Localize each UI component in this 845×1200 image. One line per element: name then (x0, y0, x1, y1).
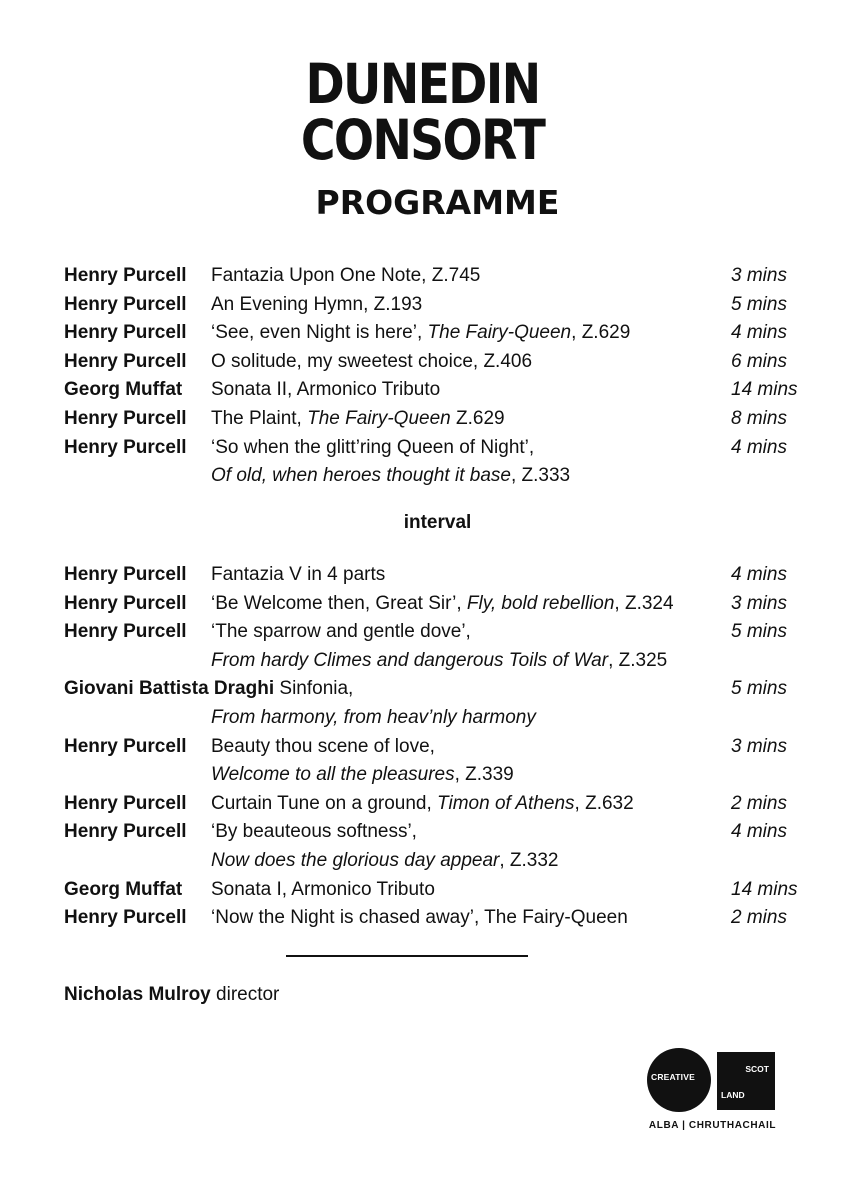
work-source-segment: , Z.332 (499, 849, 559, 871)
composer-name: Georg Muffat (64, 379, 183, 401)
logo-text-scot: SCOT (745, 1064, 769, 1074)
page-title: PROGRAMME (315, 183, 560, 222)
composer-name: Henry Purcell (64, 293, 187, 315)
composer-name: Henry Purcell (64, 821, 187, 843)
work-title-segment: Sinfonia, (279, 678, 354, 700)
work-title-segment: , Z.324 (614, 592, 674, 614)
work-title (211, 790, 634, 819)
composer-name: Henry Purcell (64, 621, 187, 643)
composer-name: Henry Purcell (64, 407, 187, 429)
composer-name: Giovani Battista Draghi Sinfonia, (64, 678, 354, 700)
composer-name: Henry Purcell (64, 907, 187, 929)
work-title (211, 904, 628, 933)
composer-name: Henry Purcell (64, 436, 187, 458)
creative-scotland-logo (645, 1048, 780, 1138)
duration: 5 mins (731, 621, 787, 643)
work-source-segment: From hardy Climes and dangerous Toils of War (211, 649, 609, 671)
work-title-segment: Curtain Tune on a ground, (211, 792, 438, 814)
work-source (211, 761, 514, 790)
work-title (211, 434, 534, 463)
work-title-segment: Sonata I, Armonico Tributo (211, 878, 435, 900)
logo-text-creative: CREATIVE (651, 1072, 695, 1082)
duration: 14 mins (731, 878, 798, 900)
work-title-segment: ‘By beauteous softness’, (211, 821, 417, 843)
work-title-segment: O solitude, my sweetest choice, Z.406 (211, 350, 533, 372)
duration: 3 mins (731, 592, 787, 614)
work-source-segment: From harmony, from heav’nly harmony (211, 706, 536, 728)
work-title-segment: Fantazia V in 4 parts (211, 564, 386, 585)
work-title-segment: Fantazia Upon One Note, Z.745 (211, 265, 481, 286)
logo-circle (647, 1048, 711, 1112)
duration: 8 mins (731, 407, 787, 429)
logo-square (717, 1052, 775, 1110)
duration: 6 mins (731, 350, 787, 372)
duration: 4 mins (731, 564, 787, 585)
work-title-segment: , Z.629 (571, 322, 631, 344)
composer-name: Georg Muffat (64, 878, 183, 900)
work-title (211, 733, 435, 762)
work-title (279, 678, 353, 699)
work-title-segment: ‘See, even Night is here’, (211, 322, 428, 344)
work-title (211, 818, 417, 847)
director-name: Nicholas Mulroy (64, 984, 211, 1005)
divider-line (286, 955, 528, 957)
duration: 4 mins (731, 322, 787, 344)
work-source (211, 704, 536, 733)
work-title-segment: The Fairy-Queen (427, 322, 572, 344)
brand-line-1: DUNEDIN (305, 52, 540, 116)
director-credit (64, 984, 279, 1006)
work-title (211, 590, 674, 619)
work-title-segment: ‘Be Welcome then, Great Sir’, (211, 592, 467, 614)
work-source-segment: , Z.333 (510, 465, 571, 487)
work-title-segment: The Fairy-Queen (307, 407, 451, 429)
work-source-segment: Of old, when heroes thought it base (211, 465, 511, 487)
director-role: director (216, 984, 280, 1005)
logo-text-land: LAND (721, 1090, 745, 1100)
work-source (211, 462, 570, 491)
work-title (211, 618, 471, 647)
duration: 5 mins (731, 293, 787, 315)
work-source-segment: , Z.325 (608, 649, 668, 671)
work-title-segment: ‘Now the Night is chased away’, The Fairy-Queen (211, 907, 628, 929)
work-title-segment: Timon of Athens (437, 792, 575, 814)
work-title (211, 561, 385, 590)
work-title-segment: Z.629 (450, 407, 505, 429)
work-source (211, 647, 667, 676)
work-title (211, 376, 440, 405)
composer-name: Henry Purcell (64, 592, 187, 614)
work-title-segment: An Evening Hymn, Z.193 (211, 293, 423, 315)
duration: 4 mins (731, 436, 787, 458)
work-source (211, 847, 559, 876)
interval-label: interval (403, 512, 472, 533)
duration: 14 mins (731, 379, 798, 401)
work-title-segment: ‘So when the glitt’ring Queen of Night’, (211, 436, 535, 458)
logo-tagline: ALBA | CHRUTHACHAIL (648, 1120, 777, 1131)
work-source-segment: Welcome to all the pleasures (211, 764, 455, 786)
composer-name: Henry Purcell (64, 265, 187, 286)
work-title (211, 876, 435, 905)
duration: 4 mins (731, 821, 787, 843)
duration: 5 mins (731, 678, 787, 700)
composer-name: Henry Purcell (64, 322, 187, 344)
work-title (211, 348, 532, 377)
duration: 2 mins (731, 792, 787, 814)
dunedin-consort-wordmark (0, 52, 845, 172)
work-title (211, 319, 630, 348)
composer-name: Henry Purcell (64, 735, 187, 757)
work-title-segment: ‘The sparrow and gentle dove’, (211, 621, 471, 643)
work-title-segment: Sonata II, Armonico Tributo (211, 379, 441, 401)
work-title (211, 291, 422, 320)
duration: 3 mins (731, 265, 787, 286)
composer-name: Henry Purcell (64, 350, 187, 372)
work-source-segment: , Z.339 (454, 764, 514, 786)
work-source-segment: Now does the glorious day appear (211, 849, 500, 871)
composer-name: Henry Purcell (64, 792, 187, 814)
composer-name: Henry Purcell (64, 564, 187, 585)
work-title-segment: , Z.632 (574, 792, 634, 814)
work-title (211, 262, 480, 291)
duration: 2 mins (731, 907, 787, 929)
work-title (211, 405, 505, 434)
work-title-segment: The Plaint, (211, 407, 308, 429)
work-title-segment: Fly, bold rebellion (466, 592, 615, 614)
brand-line-2: CONSORT (300, 108, 545, 172)
work-title-segment: Beauty thou scene of love, (211, 735, 435, 757)
duration: 3 mins (731, 735, 787, 757)
